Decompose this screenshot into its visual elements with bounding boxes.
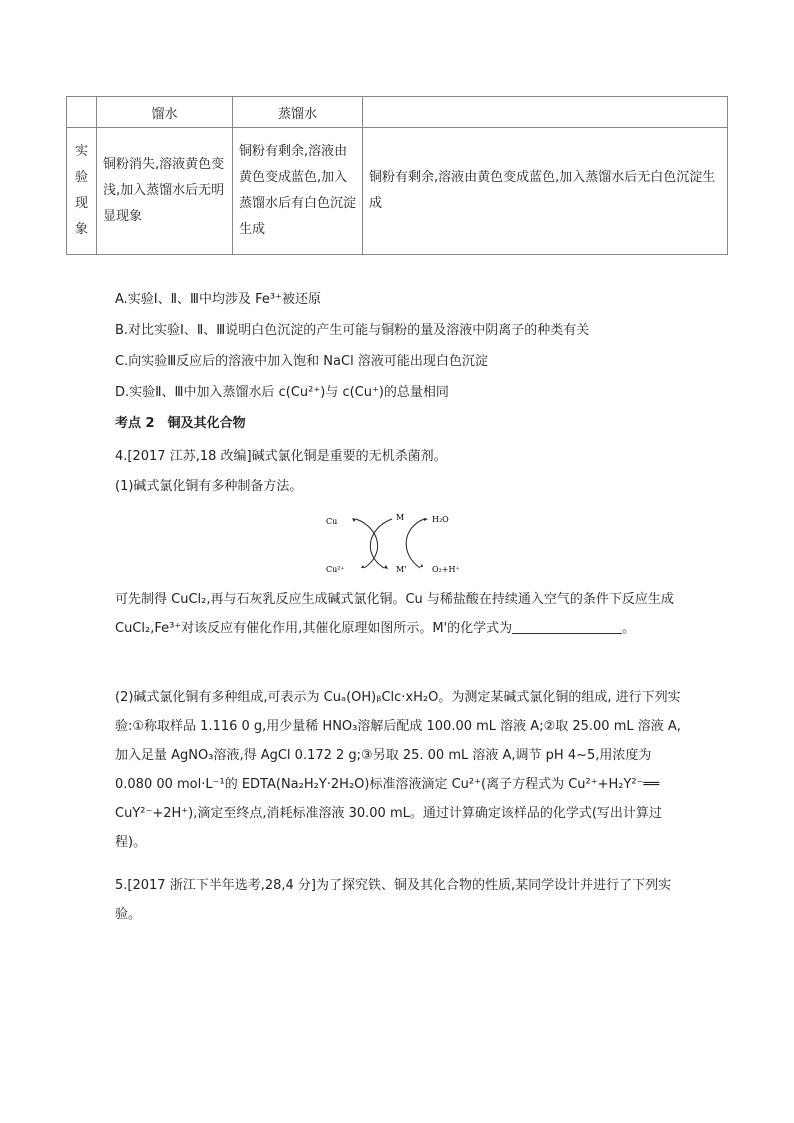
- diagram-label-o2-h: O₂+H⁺: [432, 565, 460, 574]
- option-d: D.实验Ⅱ、Ⅲ中加入蒸馏水后 c(Cu²⁺)与 c(Cu⁺)的总量相同: [115, 385, 449, 400]
- table-cell-text: 铜粉有剩余,溶液由黄色变成蓝色,加入蒸馏水后有白色沉淀生成: [239, 144, 357, 237]
- table-header-cell: 馏水: [97, 97, 233, 128]
- table-header-row: [67, 97, 728, 128]
- table-cell: [233, 128, 363, 255]
- catalysis-cycle-diagram: [320, 510, 480, 576]
- question-4-stem: 4.[2017 江苏,18 改编]碱式氯化铜是重要的无机杀菌剂。: [115, 449, 447, 464]
- diagram-label-h2o: H₂O: [432, 515, 449, 524]
- table-row: [67, 128, 728, 255]
- question-4-part1: (1)碱式氯化铜有多种制备方法。: [115, 479, 303, 494]
- table-header-cell: 蒸馏水: [233, 97, 363, 128]
- table-header-cell: [67, 97, 97, 128]
- question-4-part2: (2)碱式氯化铜有多种组成,可表示为 Cuₐ(OH)ᵦClc·xH₂O。为测定某碱式氯化铜的组成, 进行下列实验:①称取样品 1.116 0 g,用少量稀 HNO₃溶解后配成 100.00 mL 溶液 A;②取 25.00 mL 溶液 A,加入足量 AgNO₃溶液,得 AgCl 0.172 2 g;③另取 25. 00 mL 溶液 A,调节 pH 4~5,用浓度为 0.080 00 mol·L⁻¹的 EDTA(Na₂H₂Y·2H₂O)标准溶液滴定 Cu²⁺(离子方程式为 Cu²⁺+H₂Y²⁻══ CuY²⁻+2H⁺),滴定至终点,消耗标准溶液 30.00 mL。通过计算确定该样品的化学式(写出计算过程)。: [115, 690, 681, 850]
- table-header-cell: [363, 97, 728, 128]
- diagram-label-m-prime: M': [396, 565, 407, 574]
- answer-blank[interactable]: [512, 619, 622, 634]
- question-4-part1-text: [115, 585, 690, 643]
- table-row-head: [67, 128, 97, 255]
- question-4-part1-end: 。: [622, 621, 636, 636]
- question-4-part1-body: 可先制得 CuCl₂,再与石灰乳反应生成碱式氯化铜。Cu 与稀盐酸在持续通入空气的条件下反应生成 CuCl₂,Fe³⁺对该反应有催化作用,其催化原理如图所示。M'的化学式为: [115, 592, 674, 636]
- diagram-label-cu: Cu: [326, 517, 338, 526]
- diagram-label-cu2plus: Cu²⁺: [326, 565, 345, 574]
- experiment-table: [66, 96, 728, 255]
- option-a: A.实验Ⅰ、Ⅱ、Ⅲ中均涉及 Fe³⁺被还原: [115, 292, 321, 307]
- option-b: B.对比实验Ⅰ、Ⅱ、Ⅲ说明白色沉淀的产生可能与铜粉的量及溶液中阴离子的种类有关: [115, 323, 590, 338]
- row-head-label: 实验现象: [74, 144, 88, 237]
- question-5-stem: 5.[2017 浙江下半年选考,28,4 分]为了探究铁、铜及其化合物的性质,某同学设计并进行了下列实验。: [115, 878, 672, 922]
- table-cell: [363, 128, 728, 255]
- table-cell-text: 铜粉有剩余,溶液由黄色变成蓝色,加入蒸馏水后无白色沉淀生成: [369, 170, 716, 211]
- section-title: 考点 2 铜及其化合物: [115, 416, 246, 431]
- diagram-label-m: M: [396, 513, 405, 522]
- table-cell: [97, 128, 233, 255]
- table-cell-text: 铜粉消失,溶液黄色变浅,加入蒸馏水后无明显现象: [103, 157, 225, 224]
- option-c: C.向实验Ⅲ反应后的溶液中加入饱和 NaCl 溶液可能出现白色沉淀: [115, 354, 488, 369]
